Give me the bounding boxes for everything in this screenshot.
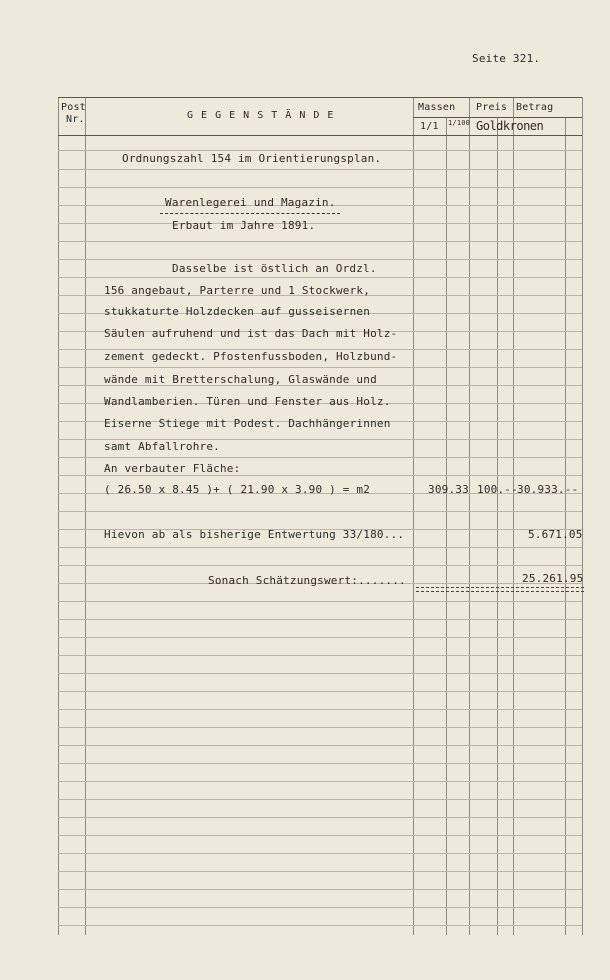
header-rule <box>413 117 582 118</box>
row-rule <box>58 187 582 188</box>
row-rule <box>58 601 582 602</box>
row-rule <box>58 907 582 908</box>
row-rule <box>58 925 582 926</box>
massen-value: 309.33 <box>428 483 469 496</box>
header-massen-1-1: 1/1 <box>420 121 439 132</box>
text-line: wände mit Bretterschalung, Glaswände und <box>104 373 377 386</box>
row-rule <box>58 799 582 800</box>
header-massen-1-100: 1/100 <box>448 119 471 127</box>
row-rule <box>58 727 582 728</box>
row-rule <box>58 547 582 548</box>
row-rule <box>58 853 582 854</box>
row-rule <box>58 745 582 746</box>
row-rule <box>58 457 582 458</box>
header-nr: Nr. <box>66 114 85 125</box>
text-line: Säulen aufruhend und ist das Dach mit Holz- <box>104 327 398 340</box>
estimate-value: 25.261.95 <box>522 572 584 585</box>
row-rule <box>58 565 582 566</box>
deduction-value: 5.671.05 <box>528 528 583 541</box>
row-rule <box>58 511 582 512</box>
betrag-value: 30.933.-- <box>517 483 579 496</box>
row-rule <box>58 871 582 872</box>
header-massen: Massen <box>418 102 456 113</box>
page-number: Seite 321. <box>472 52 541 65</box>
row-rule <box>58 475 582 476</box>
row-rule <box>58 223 582 224</box>
row-rule <box>58 259 582 260</box>
text-line: 156 angebaut, Parterre und 1 Stockwerk, <box>104 284 371 297</box>
text-line: Ordnungszahl 154 im Orientierungsplan. <box>122 152 382 165</box>
text-line: Erbaut im Jahre 1891. <box>172 219 316 232</box>
row-rule <box>58 835 582 836</box>
column-divider <box>565 117 566 935</box>
table-top-rule <box>58 97 582 98</box>
text-line: Wandlamberien. Türen und Fenster aus Holz. <box>104 395 391 408</box>
text-line: zement gedeckt. Pfostenfussboden, Holzbund- <box>104 350 398 363</box>
row-rule <box>58 691 582 692</box>
row-rule <box>58 619 582 620</box>
row-rule <box>58 150 582 151</box>
row-rule <box>58 277 582 278</box>
calculation-line: ( 26.50 x 8.45 )+ ( 21.90 x 3.90 ) = m2 <box>104 483 371 496</box>
row-rule <box>58 241 582 242</box>
header-betrag: Betrag <box>516 102 554 113</box>
table-border-right <box>582 97 583 935</box>
text-line: samt Abfallrohre. <box>104 440 220 453</box>
row-rule <box>58 817 582 818</box>
row-rule <box>58 655 582 656</box>
header-preis: Preis <box>476 102 508 113</box>
header-post: Post <box>61 102 86 113</box>
text-line: stukkaturte Holzdecken auf gusseisernen <box>104 305 371 318</box>
header-gegenstaende: G E G E N S T Ä N D E <box>187 110 335 121</box>
row-rule <box>58 637 582 638</box>
header-goldkronen: Goldkronen <box>476 119 544 133</box>
text-line: Eiserne Stiege mit Podest. Dachhängerinnen <box>104 417 391 430</box>
estimate-line: Sonach Schätzungswert:....... <box>208 574 406 587</box>
row-rule <box>58 367 582 368</box>
deduction-line: Hievon ab als bisherige Entwertung 33/180... <box>104 528 405 541</box>
row-rule <box>58 781 582 782</box>
row-rule <box>58 889 582 890</box>
text-line: An verbauter Fläche: <box>104 462 241 475</box>
row-rule <box>58 673 582 674</box>
row-rule <box>58 169 582 170</box>
preis-value: 100.-- <box>477 483 518 496</box>
column-divider <box>497 117 498 935</box>
row-rule <box>58 709 582 710</box>
column-divider <box>446 117 447 935</box>
double-underline <box>416 587 584 592</box>
text-line-heading: Warenlegerei und Magazin. <box>165 196 336 209</box>
header-bottom-rule <box>58 135 582 136</box>
heading-underline <box>160 213 340 214</box>
text-line: Dasselbe ist östlich an Ordzl. <box>172 262 377 275</box>
row-rule <box>58 763 582 764</box>
